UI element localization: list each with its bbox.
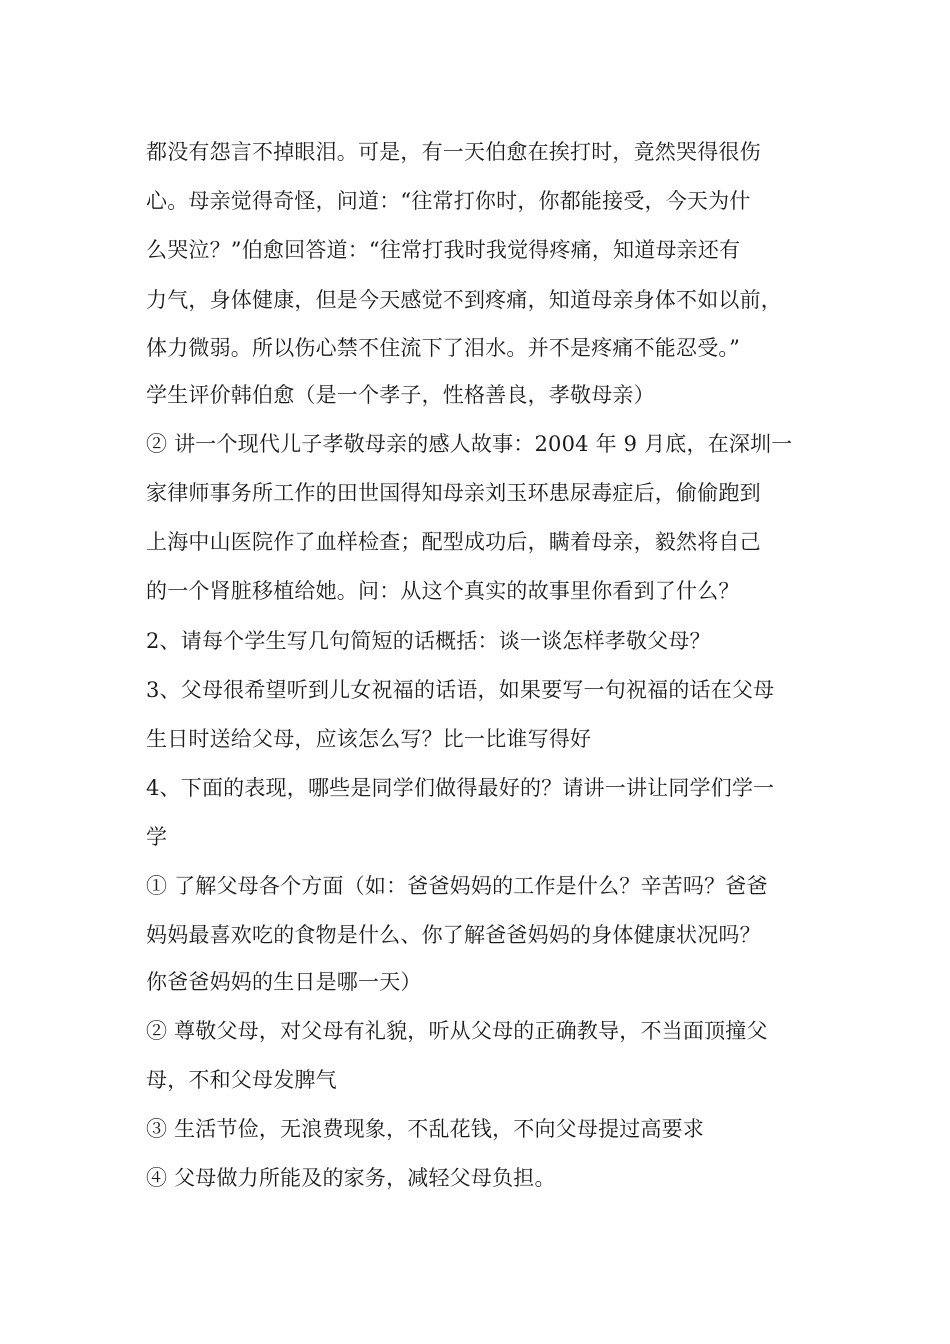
text-line: 家律师事务所工作的田世国得知母亲刘玉环患尿毒症后，偷偷跑到 xyxy=(146,480,761,505)
text-line: ② 讲一个现代儿子孝敬母亲的感人故事：2004 年 9 月底，在深圳一 xyxy=(146,431,793,456)
text-line: 4、下面的表现，哪些是同学们做得最好的？请讲一讲让同学们学一 xyxy=(146,776,775,801)
text-line: 2、请每个学生写几句简短的话概括：谈一谈怎样孝敬父母？ xyxy=(146,628,711,653)
text-line: ② 尊敬父母，对父母有礼貌，听从父母的正确教导，不当面顶撞父 xyxy=(146,1018,768,1043)
text-line: 你爸爸妈妈的生日是哪一天） xyxy=(146,970,422,995)
document-page xyxy=(146,128,836,1203)
text-line: ④ 父母做力所能及的家务，减轻父母负担。 xyxy=(146,1166,556,1191)
text-line: 心。母亲觉得奇怪，问道：“往常打你时，你都能接受，今天为什 xyxy=(146,189,751,214)
text-line: 母，不和父母发脾气 xyxy=(146,1067,337,1092)
text-line: ① 了解父母各个方面（如：爸爸妈妈的工作是什么？辛苦吗？爸爸 xyxy=(146,874,768,899)
text-line: 3、父母很希望听到儿女祝福的话语，如果要写一句祝福的话在父母 xyxy=(146,677,775,702)
text-line: 的一个肾脏移植给她。问：从这个真实的故事里你看到了什么？ xyxy=(146,579,740,604)
text-line: 妈妈最喜欢吃的食物是什么、你了解爸爸妈妈的身体健康状况吗？ xyxy=(146,922,761,947)
text-line: 体力微弱。所以伤心禁不住流下了泪水。并不是疼痛不能忍受。” xyxy=(146,335,741,360)
text-line: ③ 生活节俭，无浪费现象，不乱花钱，不向父母提过高要求 xyxy=(146,1117,705,1141)
text-line: 学生评价韩伯愈（是一个孝子，性格善良，孝敬母亲） xyxy=(146,383,655,408)
text-line: 生日时送给父母，应该怎么写？比一比谁写得好 xyxy=(146,726,592,751)
text-line: 都没有怨言不掉眼泪。可是，有一天伯愈在挨打时，竟然哭得很伤 xyxy=(146,140,761,164)
text-line: 上海中山医院作了血样检查；配型成功后，瞒着母亲，毅然将自己 xyxy=(146,530,761,555)
text-line: 么哭泣？”伯愈回答道：“往常打我时我觉得疼痛，知道母亲还有 xyxy=(146,238,741,263)
text-line: 学 xyxy=(146,825,168,850)
text-line: 力气，身体健康，但是今天感觉不到疼痛，知道母亲身体不如以前， xyxy=(146,287,782,312)
